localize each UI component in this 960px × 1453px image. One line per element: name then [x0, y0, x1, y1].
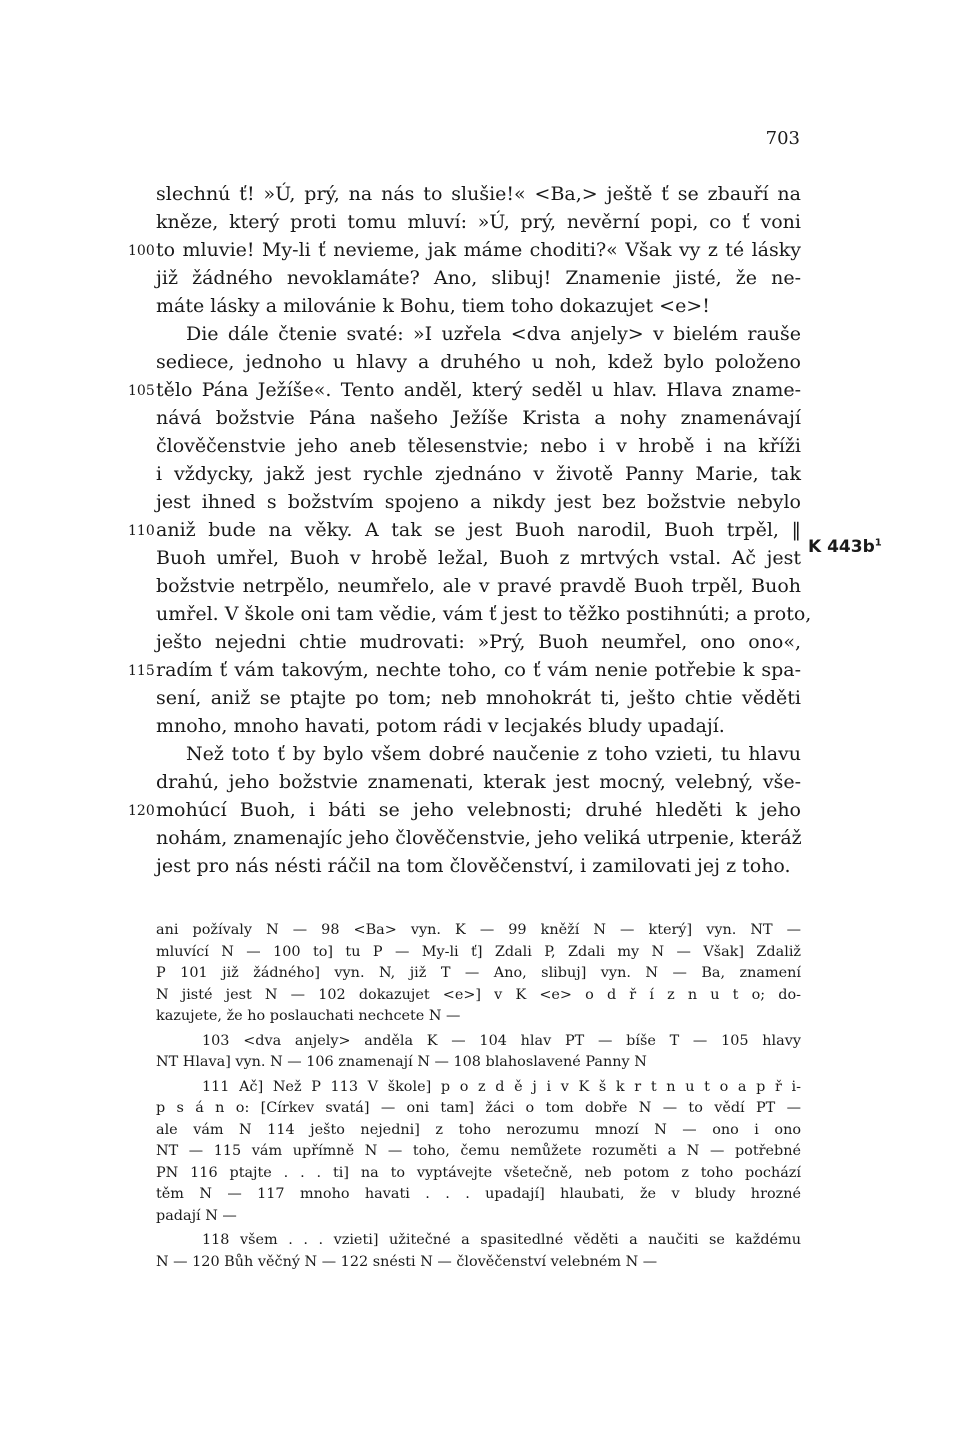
text-line: Než toto ť by bylo všem dobré naučenie z toho vzieti, tu hlavu [186, 743, 801, 765]
text-line: jest pro nás nésti ráčil na tom člověčenství, i zamilovati jej z toho. [156, 855, 791, 877]
critical-apparatus [156, 920, 801, 1273]
text-line: radím ť vám takovým, nechte toho, co ť vám nenie potřebie k spa- [156, 659, 801, 681]
margin-reference-text: K 443b [808, 537, 875, 557]
apparatus-line: PN 116 ptajte . . . ti] na to vyptávejte všetečně, neb potom z toho pochází [156, 1164, 801, 1181]
apparatus-line: ale vám N 114 ješto nejedni] z toho nerozumu mnozí N — ono i ono [156, 1121, 801, 1138]
line-number: 115 [128, 663, 155, 679]
text-line: tělo Pána Ježíše«. Tento anděl, který seděl u hlav. Hlava zname- [156, 379, 801, 401]
text-line: božstvie netrpělo, neumřelo, ale v pravé pravdě Buoh trpěl, Buoh [156, 575, 801, 597]
text-line: Buoh umřel, Buoh v hrobě ležal, Buoh z mrtvých vstal. Ač jest [156, 547, 801, 569]
text-line: jest ihned s božstvím spojeno a nikdy jest bez božstvie nebylo [156, 491, 801, 513]
apparatus-line: N jisté jest N — 102 dokazujet <e>] v K <e> o d ř í z n u t o; do- [156, 986, 801, 1003]
text-line: sediece, jednoho u hlavy a druhého u noh, kdež bylo položeno [156, 351, 801, 373]
text-line: slechnú ť! »Ú, prý, na nás to slušie!« <Ba,> ještě ť se zbauří na [156, 183, 801, 205]
text-line: máte lásky a milovánie k Bohu, tiem toho dokazujet <e>! [156, 295, 710, 317]
line-number: 105 [128, 383, 155, 399]
apparatus-line: NT Hlava] vyn. N — 106 znamenají N — 108 blahoslavené Panny N [156, 1054, 647, 1070]
apparatus-line: padají N — [156, 1207, 237, 1224]
apparatus-line: P 101 již žádného] vyn. N, již T — Ano, slibuj] vyn. N — Ba, znamení [156, 965, 801, 981]
line-number: 110 [128, 523, 155, 539]
text-line: Die dále čtenie svaté: »I uzřela <dva anjely> v bielém rauše [186, 323, 801, 345]
apparatus-line: ani požívaly N — 98 <Ba> vyn. K — 99 kněží N — který] vyn. NT — [156, 922, 801, 938]
text-line: ješto nejedni chtie mudrovati: »Prý, Buoh neumřel, ono ono«, [156, 631, 801, 653]
apparatus-line: kazujete, že ho poslauchati nechcete N — [156, 1008, 461, 1024]
text-line: mohúcí Buoh, i báti se jeho velebnosti; druhé hleděti k jeho [156, 799, 801, 821]
text-line: i vždycky, jakž jest rychle zjednáno v životě Panny Marie, tak [156, 463, 801, 485]
text-line: to mluvie! My-li ť nevieme, jak máme choditi?« Však vy z té lásky [156, 239, 801, 261]
text-line: umřel. V škole oni tam vědie, vám ť jest to těžko postihnúti; a proto, [156, 603, 812, 625]
line-number: 120 [128, 803, 155, 819]
text-line: člověčenstvie jeho aneb tělesenstvie; nebo i v hrobě i na kříži [156, 435, 801, 457]
apparatus-line: NT — 115 vám upřímně N — toho, čemu nemůžete rozuměti a N — potřebné [156, 1143, 801, 1159]
text-line: nohám, znamenajíc jeho člověčenstvie, jeho veliká utrpenie, kteráž [156, 827, 802, 849]
text-line: již žádného nevoklamáte? Ano, slibuj! Znamenie jisté, že ne- [156, 267, 801, 289]
text-line: kněze, který proti tomu mluví: »Ú, prý, nevěrní popi, co ť voni [156, 211, 801, 233]
apparatus-line: p s á n o: [Církev svatá] — oni tam] žáci o tom dobře N — to vědí PT — [156, 1100, 801, 1116]
apparatus-line: mluvící N — 100 to] tu P — My-li ť] Zdali P, Zdali my N — Však] Zdaliž [156, 943, 801, 960]
margin-reference [808, 537, 882, 557]
text-line: drahú, jeho božstvie znamenati, kterak jest mocný, velebný, vše- [156, 771, 801, 793]
main-text [156, 180, 812, 880]
text-line: sení, aniž se ptajte po tom; neb mnohokrát ti, ješto chtie věděti [156, 687, 801, 709]
apparatus-line: 103 <dva anjely> anděla K — 104 hlav PT — bíše T — 105 hlavy [202, 1032, 801, 1049]
apparatus-line: 118 všem . . . vzieti] užitečné a spasitedlné věděti a naučiti se každému [202, 1232, 801, 1248]
apparatus-line: 111 Ač] Než P 113 V škole] p o z d ě j i v K š k r t n u t o a p ř i- [202, 1078, 801, 1095]
page-number: 703 [765, 128, 800, 149]
text-line: aniž bude na věky. A tak se jest Buoh narodil, Buoh trpěl, ‖ [156, 519, 801, 541]
text-line: nává božstvie Pána našeho Ježíše Krista a nohy znamenávají [156, 407, 801, 429]
margin-reference-sup: 1 [874, 537, 882, 549]
apparatus-line: N — 120 Bůh věčný N — 122 snésti N — člověčenství velebném N — [156, 1253, 658, 1270]
text-line: mnoho, mnoho havati, potom rádi v lecjakés bludy upadají. [156, 715, 725, 737]
line-number: 100 [128, 243, 155, 259]
apparatus-line: těm N — 117 mnoho havati . . . upadají] hlaubati, že v bludy hrozné [156, 1186, 801, 1202]
